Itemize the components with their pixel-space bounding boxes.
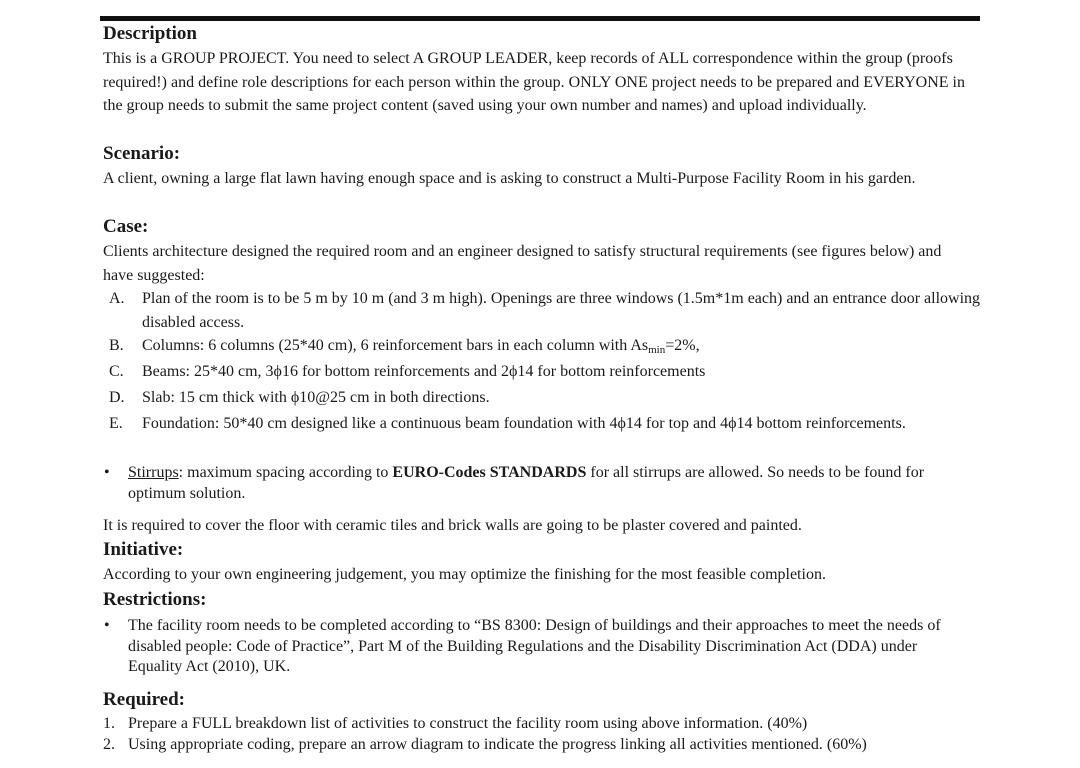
required-item-number: 1. [103,715,115,732]
case-item-text: Slab: 15 cm thick with ϕ10@25 cm in both directions. [142,389,490,406]
description-heading: Description [103,23,197,44]
bullet-marker: • [104,617,110,634]
stirrups-note: Stirrups: maximum spacing according to EURO-Codes STANDARDS for all stirrups are allowed. So needs to be found for optimum solution. [128,464,925,502]
required-item-text: Using appropriate coding, prepare an arrow diagram to indicate the progress linking all activities mentioned. (60%) [128,736,867,753]
scenario-body: A client, owning a large flat lawn having enough space and is asking to construct a Multi-Purpose Facility Room in his garden. [103,170,916,187]
bullet-marker: • [104,464,110,481]
case-item-label: C. [109,363,124,380]
restrictions-heading: Restrictions: [103,589,207,610]
case-item-label: E. [109,415,123,432]
case-item-text: Foundation: 50*40 cm designed like a continuous beam foundation with 4ϕ14 for top and 4ϕ14 bottom reinforcements. [142,415,906,432]
restrictions-body: The facility room needs to be completed according to “BS 8300: Design of buildings and their approaches to meet the needs of disabled people: Code of Practice”, Part M of the Building Regulations and the Disability Discrimination Act (DDA) under Equality Act (2010), UK. [128,617,941,675]
case-intro: Clients architecture designed the required room and an engineer designed to satisfy structural requirements (see figures below) and have suggested: [103,243,942,284]
initiative-heading: Initiative: [103,539,184,560]
case-item-label: D. [109,389,125,406]
scenario-heading: Scenario: [103,143,181,164]
top-rule [100,16,980,21]
initiative-body: According to your own engineering judgement, you may optimize the finishing for the most feasible completion. [103,566,826,583]
case-item-label: B. [109,337,124,354]
required-item-number: 2. [103,736,115,753]
case-heading: Case: [103,216,149,237]
required-heading: Required: [103,689,185,710]
description-body: This is a GROUP PROJECT. You need to select A GROUP LEADER, keep records of ALL correspondence within the group (proofs required!) and define role descriptions for each person within the group. ONLY ONE project needs to be prepared and EVERYONE in the group needs to submit the same project content (saved using your own number and names) and upload individually. [103,50,965,114]
case-item-text: Plan of the room is to be 5 m by 10 m (and 3 m high). Openings are three windows (1.5m*1m each) and an entrance door allowing disabled access. [142,290,981,331]
case-closing: It is required to cover the floor with ceramic tiles and brick walls are going to be plaster covered and painted. [103,517,802,534]
euro-codes-standards: EURO-Codes STANDARDS [392,464,587,481]
case-item-text: Beams: 25*40 cm, 3ϕ16 for bottom reinforcements and 2ϕ14 for bottom reinforcements [142,363,706,380]
case-item-label: A. [109,290,125,307]
stirrups-term: Stirrups [128,464,179,481]
required-item-text: Prepare a FULL breakdown list of activities to construct the facility room using above information. (40%) [128,715,808,732]
subscript-min: min [648,344,666,356]
case-item-text: Columns: 6 columns (25*40 cm), 6 reinforcement bars in each column with $As_{min}=2\%$, [142,337,700,356]
